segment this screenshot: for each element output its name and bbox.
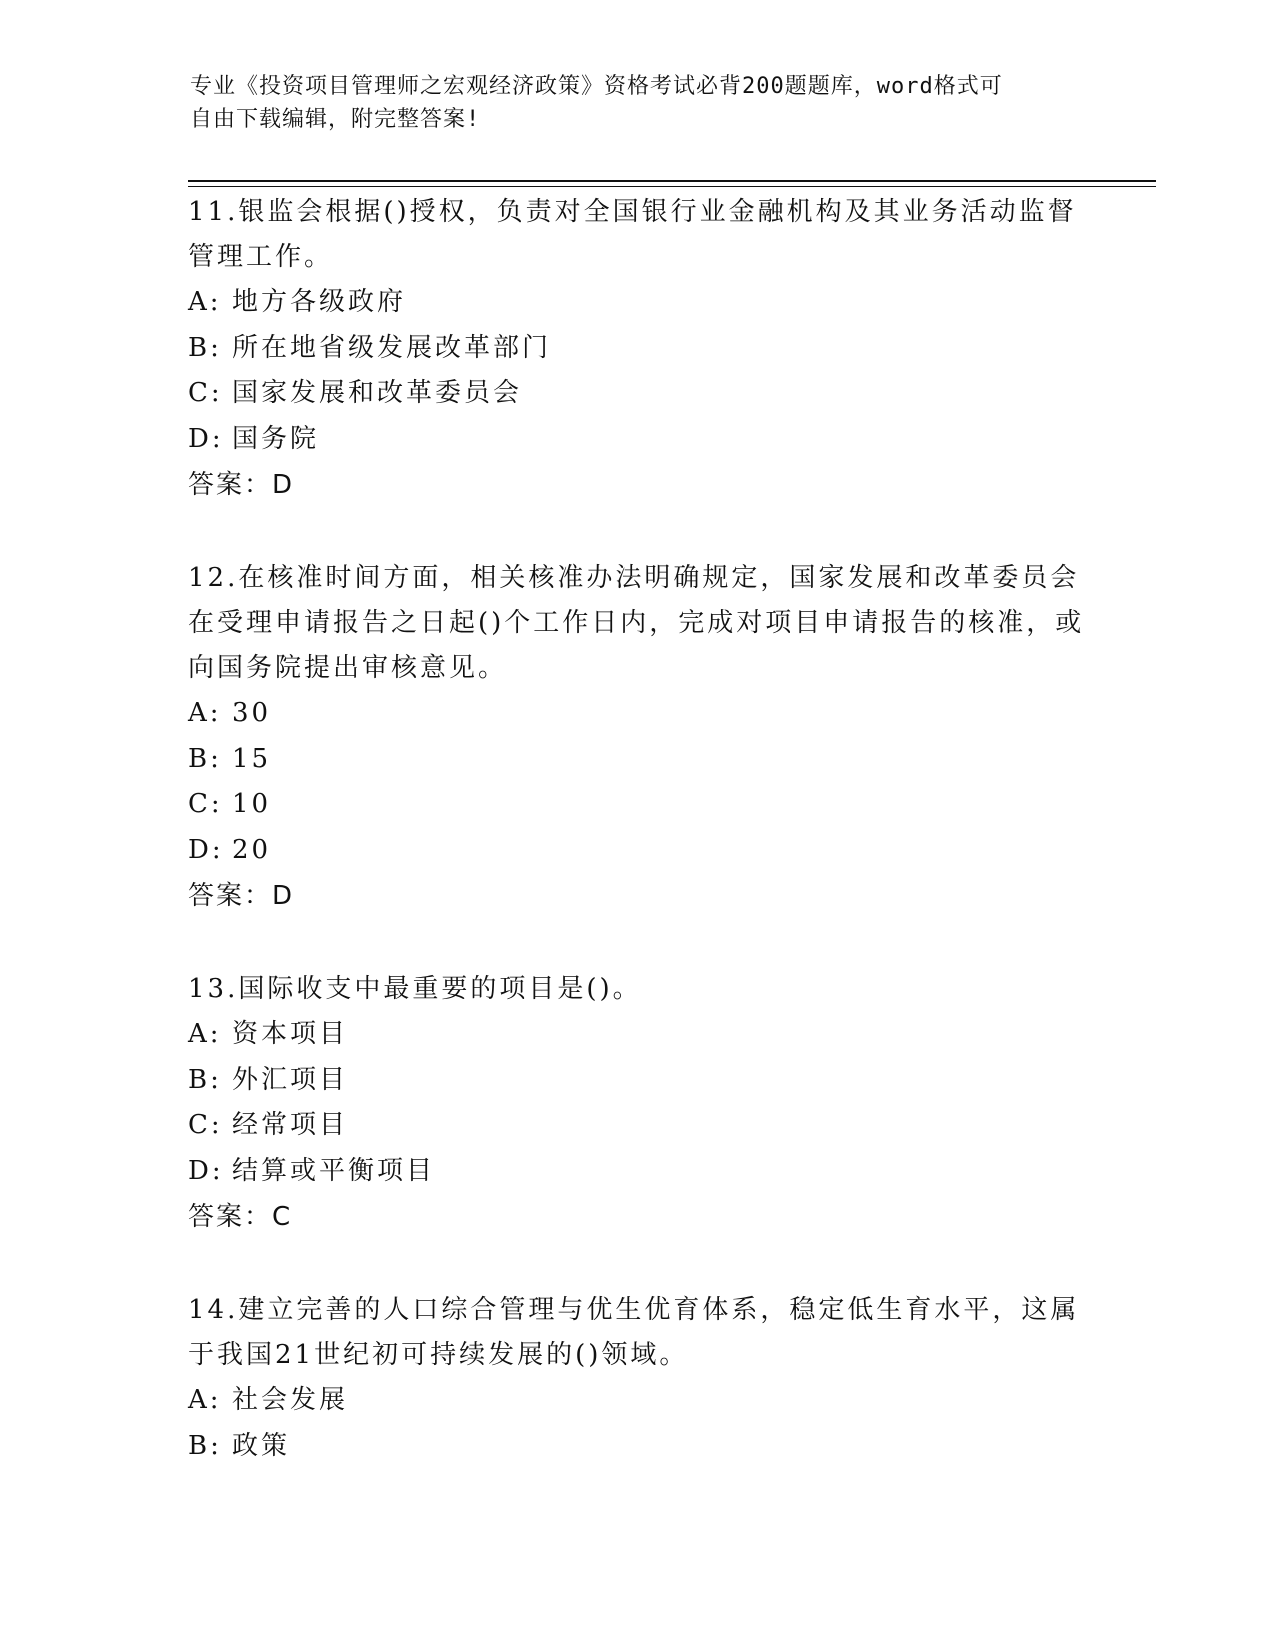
question-12 (188, 556, 1088, 919)
option-letter: D: (188, 423, 224, 454)
option-b (188, 737, 1088, 783)
option-letter: C: (188, 378, 223, 408)
option-text: 国家发展和改革委员会 (232, 378, 523, 408)
option-text: 经常项目 (232, 1110, 349, 1140)
header-divider-thin (188, 186, 1156, 187)
document-header (190, 70, 1090, 136)
option-letter: C: (188, 789, 223, 819)
question-14 (188, 1288, 1088, 1469)
option-c (188, 782, 1088, 828)
option-c (188, 1103, 1088, 1149)
option-a (188, 1012, 1088, 1058)
option-text: 10 (232, 789, 272, 819)
question-13 (188, 967, 1088, 1240)
option-text: 国务院 (232, 423, 320, 454)
option-letter: B: (188, 332, 222, 363)
answer-line: 答案：C (188, 1202, 293, 1232)
option-d (188, 828, 1088, 874)
question-text: 12.在核准时间方面，相关核准办法明确规定，国家发展和改革委员会在受理申请报告之日起()个工作日内，完成对项目申请报告的核准，或向国务院提出审核意见。 (188, 563, 1085, 683)
option-letter: A: (188, 698, 222, 728)
option-a (188, 691, 1088, 737)
option-text: 社会发展 (232, 1385, 349, 1415)
question-list (188, 190, 1088, 1517)
option-letter: C: (188, 1110, 223, 1140)
option-letter: A: (188, 287, 222, 317)
question-11 (188, 190, 1088, 508)
option-text: 20 (232, 834, 272, 865)
option-b (188, 1058, 1088, 1104)
option-text: 结算或平衡项目 (232, 1155, 436, 1186)
answer-line: 答案：D (188, 470, 295, 500)
option-text: 地方各级政府 (232, 287, 407, 317)
option-letter: A: (188, 1019, 222, 1049)
option-letter: D: (188, 1155, 224, 1186)
option-letter: D: (188, 834, 224, 865)
option-d (188, 1149, 1088, 1195)
option-text: 政策 (232, 1430, 291, 1461)
option-text: 30 (232, 698, 272, 728)
option-a (188, 280, 1088, 326)
option-text: 外汇项目 (232, 1064, 349, 1095)
option-b (188, 326, 1088, 372)
option-letter: B: (188, 1430, 222, 1461)
option-text: 15 (232, 743, 272, 774)
answer-line: 答案：D (188, 881, 295, 911)
option-text: 资本项目 (232, 1019, 349, 1049)
option-b (188, 1424, 1088, 1470)
option-text: 所在地省级发展改革部门 (232, 332, 552, 363)
option-letter: A: (188, 1385, 222, 1415)
header-line-1: 专业《投资项目管理师之宏观经济政策》资格考试必背200题题库，word格式可 (190, 74, 1003, 99)
option-d (188, 417, 1088, 463)
question-text: 14.建立完善的人口综合管理与优生优育体系，稳定低生育水平，这属于我国21世纪初可持续发展的()领域。 (188, 1295, 1080, 1370)
option-letter: B: (188, 1064, 222, 1095)
option-a (188, 1378, 1088, 1424)
question-text: 13.国际收支中最重要的项目是()。 (188, 974, 642, 1004)
header-divider-thick (188, 180, 1156, 182)
option-letter: B: (188, 743, 222, 774)
option-c (188, 371, 1088, 417)
header-line-2: 自由下载编辑，附完整答案! (190, 107, 481, 132)
question-text: 11.银监会根据()授权，负责对全国银行业金融机构及其业务活动监督管理工作。 (188, 197, 1077, 272)
